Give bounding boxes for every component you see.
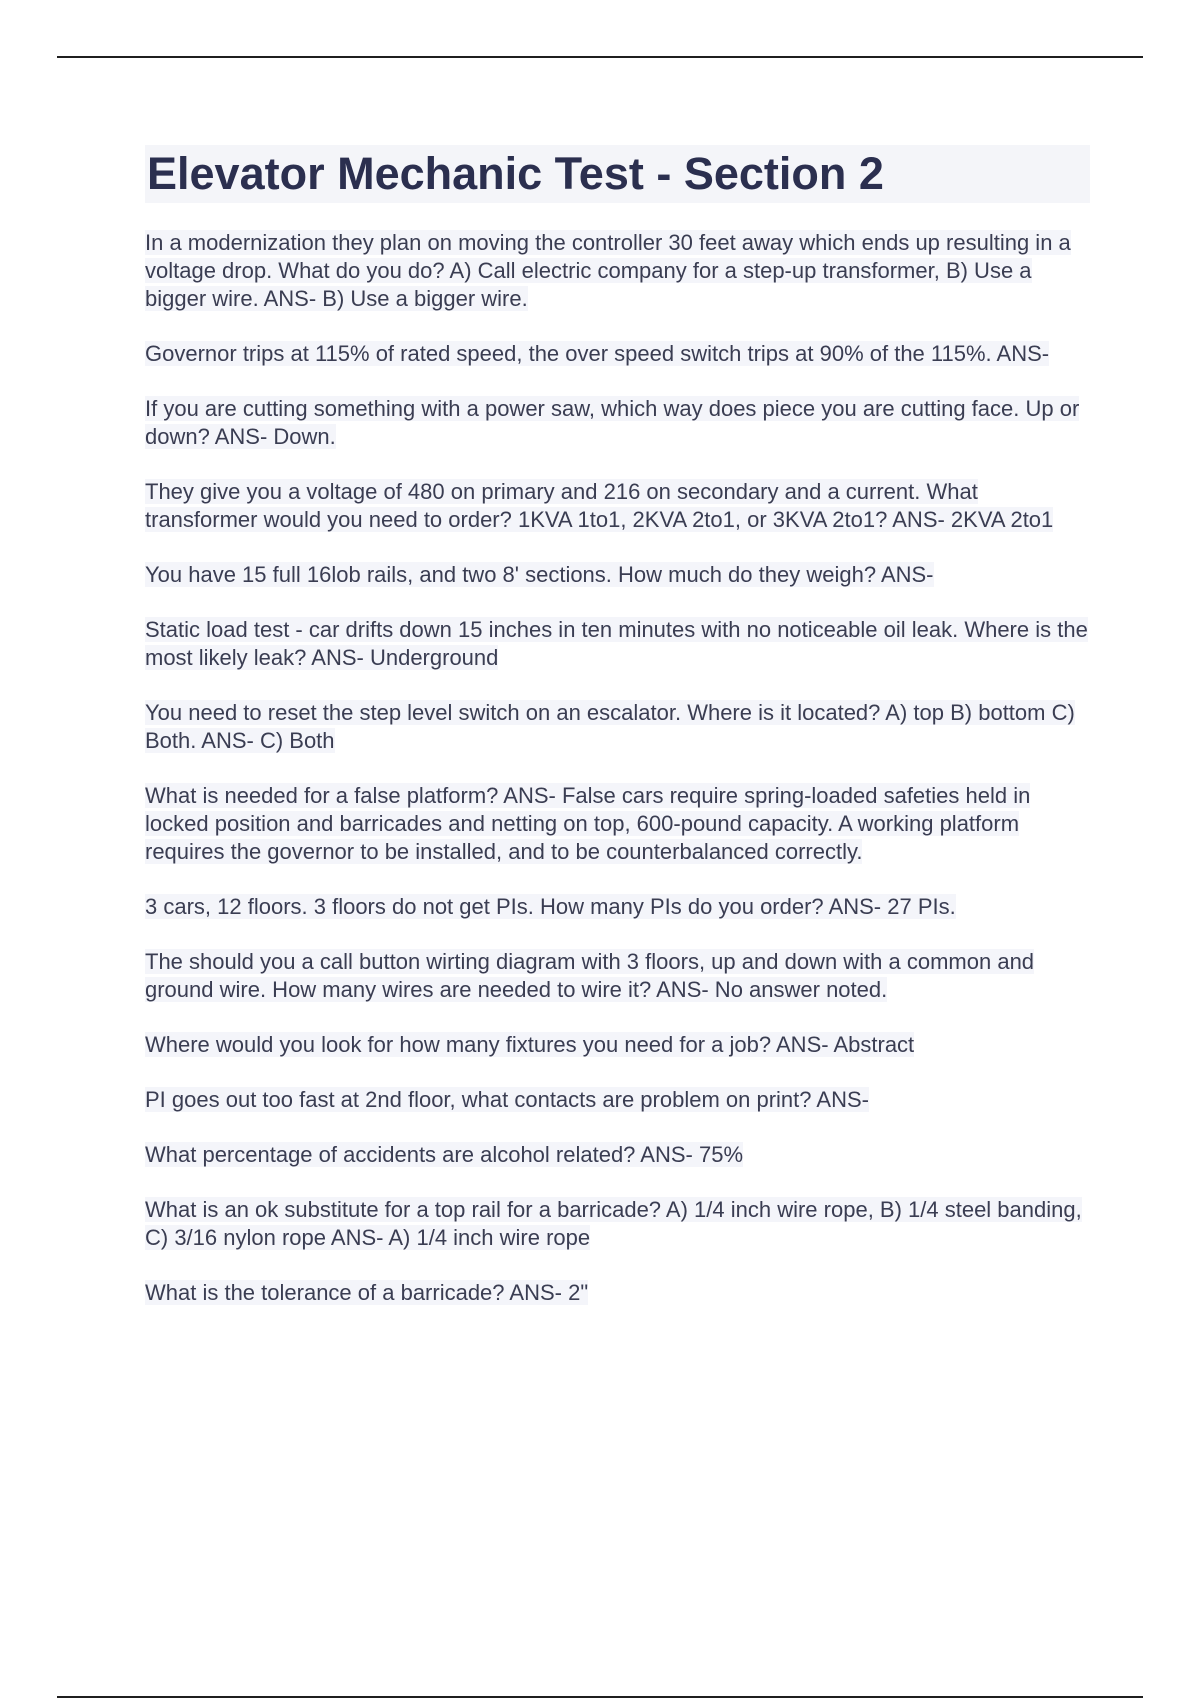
question-text: You have 15 full 16lob rails, and two 8' sections. How much do they weigh? ANS- xyxy=(145,562,934,587)
question-text: What percentage of accidents are alcohol related? ANS- 75% xyxy=(145,1142,744,1167)
question-item xyxy=(145,561,1090,589)
page-bottom-rule xyxy=(57,1696,1143,1698)
question-item xyxy=(145,1141,1090,1169)
question-item xyxy=(145,782,1090,866)
question-text: Governor trips at 115% of rated speed, the over speed switch trips at 90% of the 115%. ANS- xyxy=(145,341,1050,366)
question-text: If you are cutting something with a power saw, which way does piece you are cutting face. Up or down? ANS- Down. xyxy=(145,396,1080,449)
question-item xyxy=(145,478,1090,534)
question-item xyxy=(145,948,1090,1004)
page-top-rule xyxy=(57,56,1143,58)
question-item xyxy=(145,395,1090,451)
question-item xyxy=(145,229,1090,313)
question-text: What is the tolerance of a barricade? ANS- 2" xyxy=(145,1280,589,1305)
document-body xyxy=(145,145,1090,1334)
question-list xyxy=(145,229,1090,1307)
question-text: Static load test - car drifts down 15 inches in ten minutes with no noticeable oil leak. Where is the most likely leak? ANS- Underground xyxy=(145,617,1088,670)
question-text: What is needed for a false platform? ANS- False cars require spring-loaded safeties held in locked position and barricades and netting on top, 600-pound capacity. A working platform requires the governor to be installed, and to be counterbalanced correctly. xyxy=(145,783,1031,864)
question-text: What is an ok substitute for a top rail for a barricade? A) 1/4 inch wire rope, B) 1/4 steel banding, C) 3/16 nylon rope ANS- A) 1/4 inch wire rope xyxy=(145,1197,1082,1250)
question-text: PI goes out too fast at 2nd floor, what contacts are problem on print? ANS- xyxy=(145,1087,869,1112)
question-item xyxy=(145,1279,1090,1307)
question-item xyxy=(145,616,1090,672)
question-item xyxy=(145,699,1090,755)
question-text: You need to reset the step level switch on an escalator. Where is it located? A) top B) bottom C) Both. ANS- C) Both xyxy=(145,700,1075,753)
question-text: In a modernization they plan on moving the controller 30 feet away which ends up resulting in a voltage drop. What do you do? A) Call electric company for a step-up transformer, B) Use a bigger wire. ANS- B) Use a bigger wire. xyxy=(145,230,1071,311)
question-text: They give you a voltage of 480 on primary and 216 on secondary and a current. What transformer would you need to order? 1KVA 1to1, 2KVA 2to1, or 3KVA 2to1? ANS- 2KVA 2to1 xyxy=(145,479,1054,532)
question-item xyxy=(145,1086,1090,1114)
question-item xyxy=(145,1031,1090,1059)
question-text: Where would you look for how many fixtures you need for a job? ANS- Abstract xyxy=(145,1032,915,1057)
question-text: 3 cars, 12 floors. 3 floors do not get PIs. How many PIs do you order? ANS- 27 PIs. xyxy=(145,894,956,919)
question-item xyxy=(145,340,1090,368)
document-title: Elevator Mechanic Test - Section 2 xyxy=(145,145,1090,203)
question-text: The should you a call button wirting diagram with 3 floors, up and down with a common and ground wire. How many wires are needed to wire it? ANS- No answer noted. xyxy=(145,949,1035,1002)
question-item xyxy=(145,893,1090,921)
question-item xyxy=(145,1196,1090,1252)
